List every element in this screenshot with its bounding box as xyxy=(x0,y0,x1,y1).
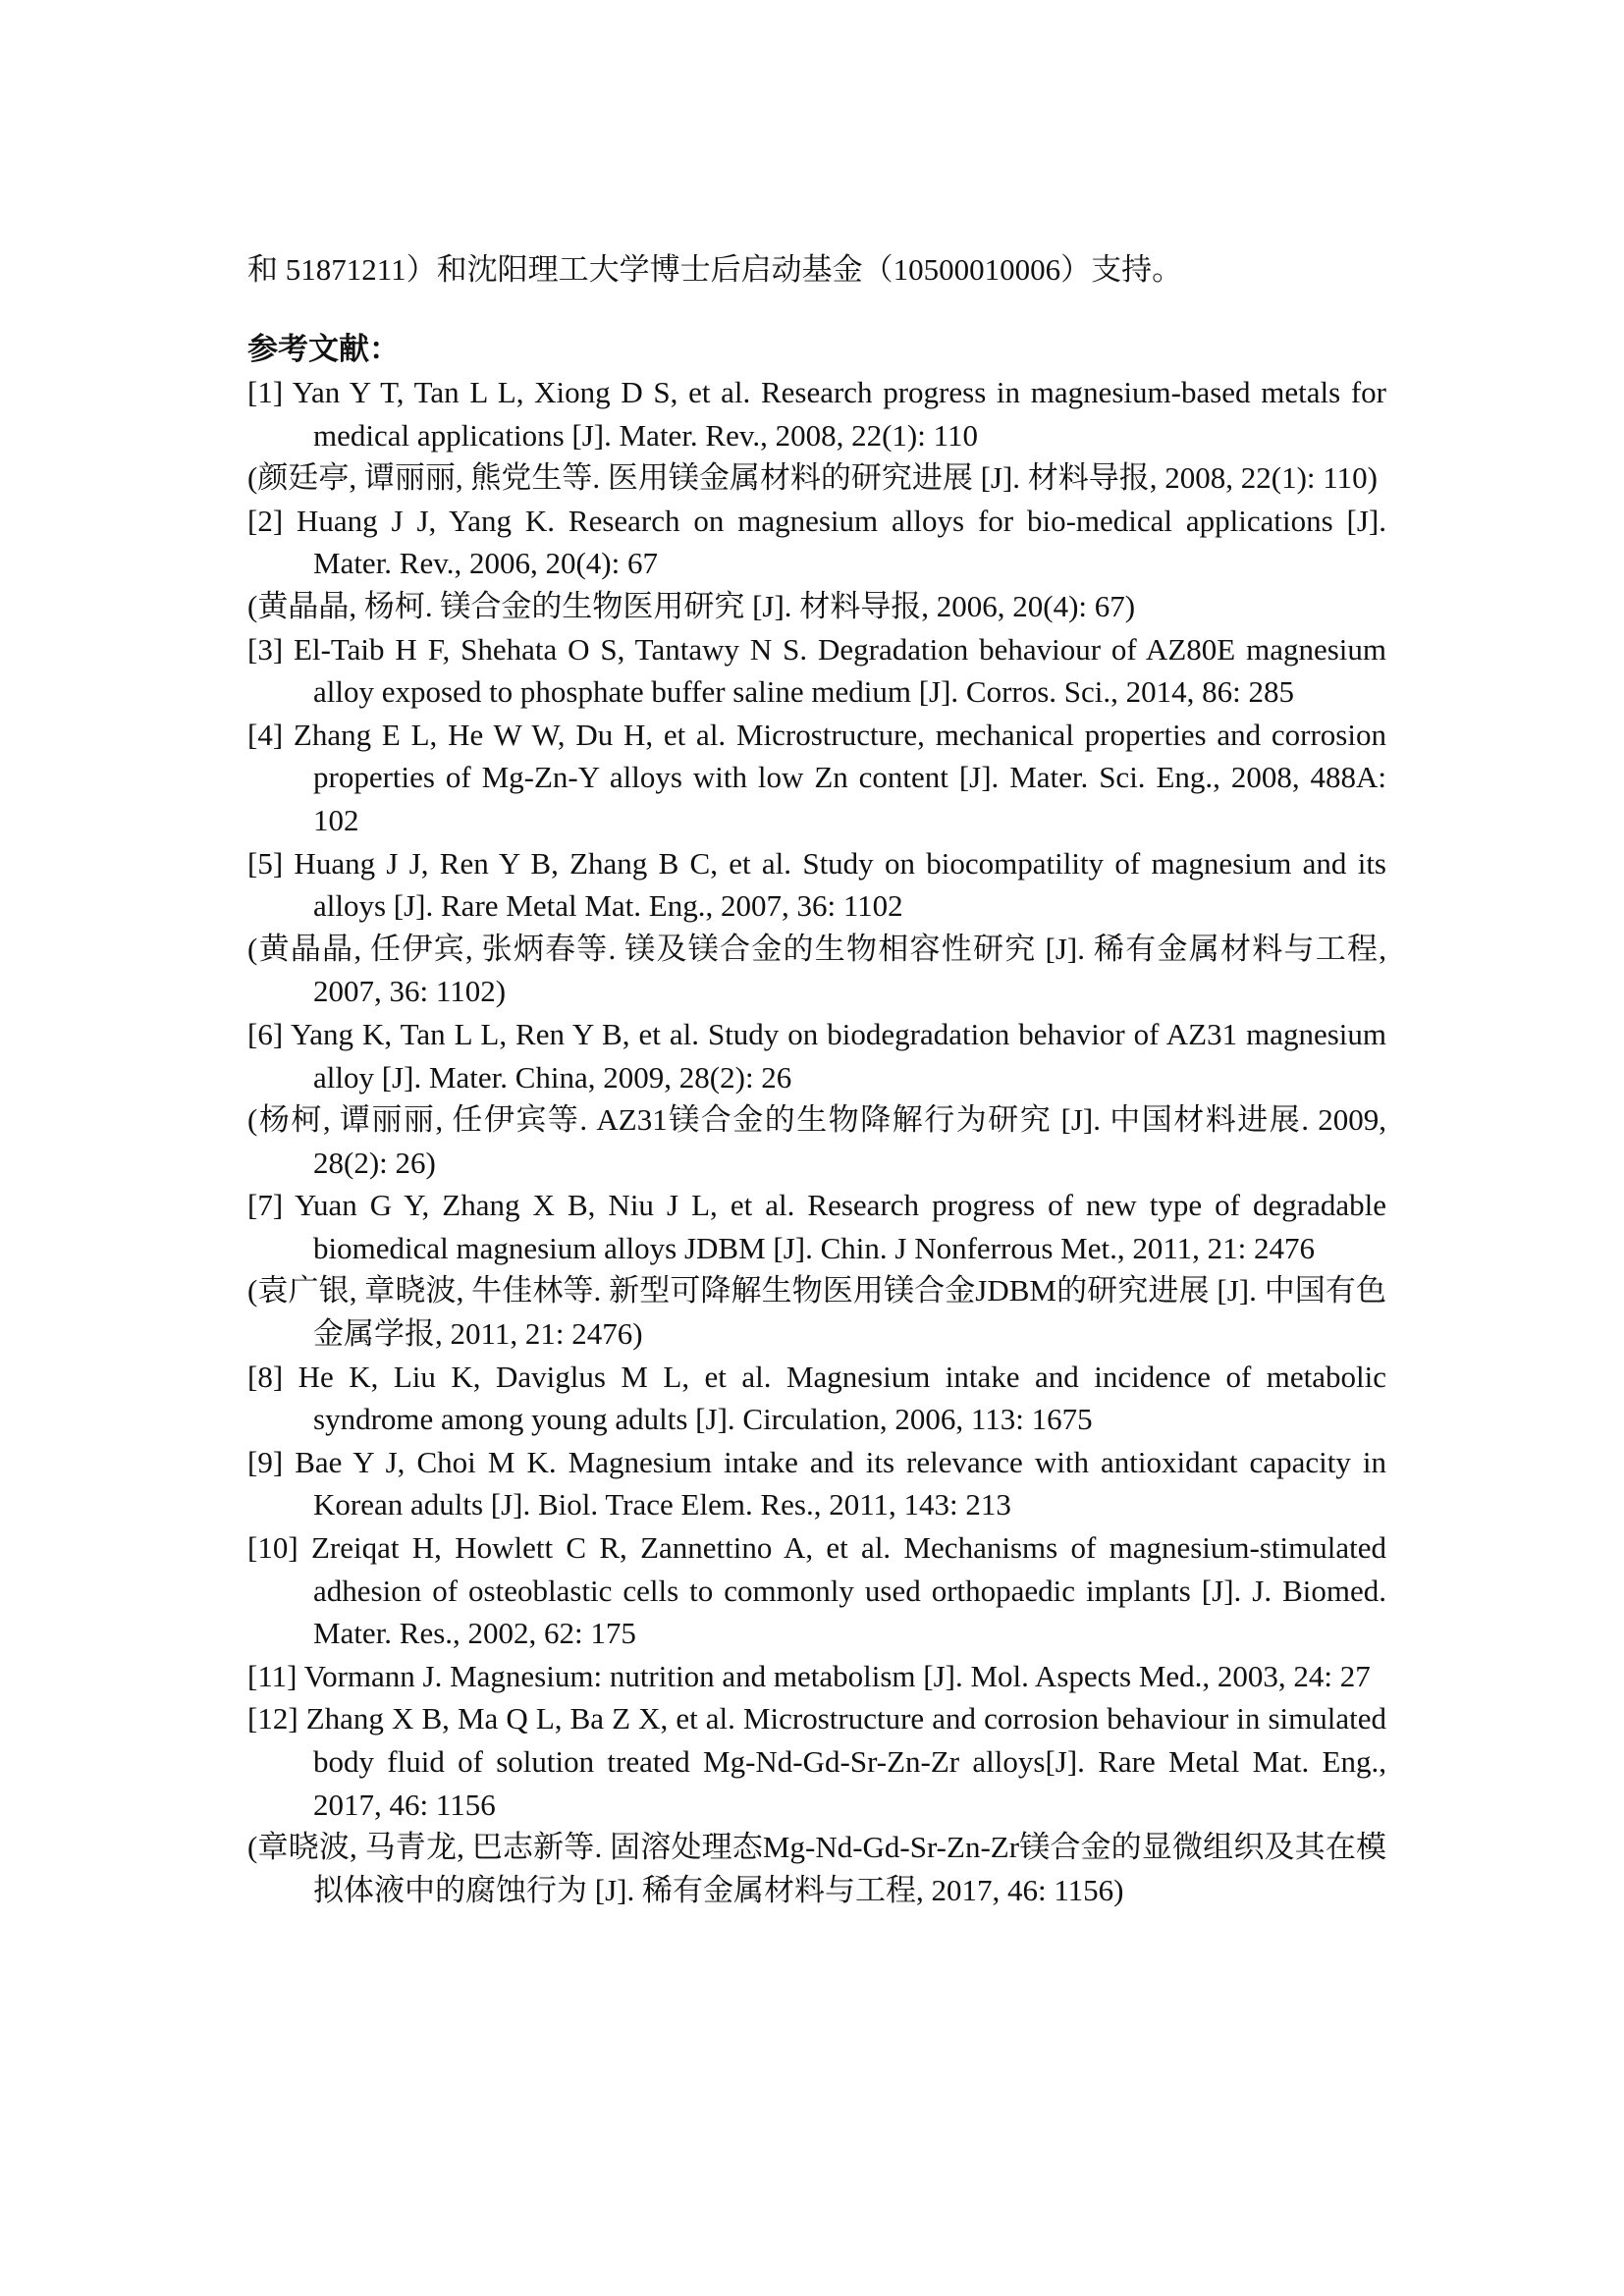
reference-item: [4] Zhang E L, He W W, Du H, et al. Microstructure, mechanical properties and corrosion properties of Mg-Zn-Y alloys with low Zn content [J]. Mater. Sci. Eng., 2008, 488A: 102 xyxy=(247,717,1386,837)
reference-item: [8] He K, Liu K, Daviglus M L, et al. Magnesium intake and incidence of metabolic syndrome among young adults [J]. Circulation, 2006, 113: 1675 xyxy=(247,1359,1386,1437)
reference-item: (黄晶晶, 任伊宾, 张炳春等. 镁及镁合金的生物相容性研究 [J]. 稀有金属材料与工程, 2007, 36: 1102) xyxy=(247,931,1386,1009)
reference-item: [1] Yan Y T, Tan L L, Xiong D S, et al. Research progress in magnesium-based metals for medical applications [J]. Mater. Rev., 2008, 22(1): 110 xyxy=(247,375,1386,453)
reference-item: (袁广银, 章晓波, 牛佳林等. 新型可降解生物医用镁合金JDBM的研究进展 [J]. 中国有色金属学报, 2011, 21: 2476) xyxy=(247,1273,1386,1352)
reference-item: (杨柯, 谭丽丽, 任伊宾等. AZ31镁合金的生物降解行为研究 [J]. 中国材料进展. 2009, 28(2): 26) xyxy=(247,1102,1386,1180)
reference-item: (章晓波, 马青龙, 巴志新等. 固溶处理态Mg-Nd-Gd-Sr-Zn-Zr镁合金的显微组织及其在模拟体液中的腐蚀行为 [J]. 稀有金属材料与工程, 2017, 46: 1156) xyxy=(247,1830,1386,1907)
reference-item: [12] Zhang X B, Ma Q L, Ba Z X, et al. Microstructure and corrosion behaviour in simulated body fluid of solution treated Mg-Nd-Gd-Sr-Zn-Zr alloys[J]. Rare Metal Mat. Eng., 2017, 46: 1156 xyxy=(247,1701,1386,1822)
reference-item: [6] Yang K, Tan L L, Ren Y B, et al. Study on biodegradation behavior of AZ31 magnesium alloy [J]. Mater. China, 2009, 28(2): 26 xyxy=(247,1016,1386,1095)
reference-item: [10] Zreiqat H, Howlett C R, Zannettino A, et al. Mechanisms of magnesium-stimulated adhesion of osteoblastic cells to commonly used orthopaedic implants [J]. J. Biomed. Mater. Res., 2002, 62: 175 xyxy=(247,1530,1386,1651)
reference-item: (黄晶晶, 杨柯. 镁合金的生物医用研究 [J]. 材料导报, 2006, 20(4): 67) xyxy=(247,588,1136,623)
reference-item: [7] Yuan G Y, Zhang X B, Niu J L, et al. Research progress of new type of degradable biomedical magnesium alloys JDBM [J]. Chin. J Nonferrous Met., 2011, 21: 2476 xyxy=(247,1188,1386,1265)
references-heading: 参考文献： xyxy=(247,332,400,366)
reference-item: [9] Bae Y J, Choi M K. Magnesium intake and its relevance with antioxidant capacity in Korean adults [J]. Biol. Trace Elem. Res., 2011, 143: 213 xyxy=(247,1444,1386,1522)
reference-item: [2] Huang J J, Yang K. Research on magnesium alloys for bio-medical applications [J]. Mater. Rev., 2006, 20(4): 67 xyxy=(247,503,1386,581)
reference-item: (颜廷亭, 谭丽丽, 熊党生等. 医用镁金属材料的研究进展 [J]. 材料导报, 2008, 22(1): 110) xyxy=(247,460,1378,496)
funding-acknowledgement-text: 和 51871211）和沈阳理工大学博士后启动基金（10500010006）支持。 xyxy=(247,252,1183,287)
reference-item: [11] Vormann J. Magnesium: nutrition and metabolism [J]. Mol. Aspects Med., 2003, 24: 27 xyxy=(247,1658,1371,1693)
reference-list xyxy=(247,371,1386,1911)
reference-item: [5] Huang J J, Ren Y B, Zhang B C, et al. Study on biocompatility of magnesium and its alloys [J]. Rare Metal Mat. Eng., 2007, 36: 1102 xyxy=(247,845,1386,924)
reference-item: [3] El-Taib H F, Shehata O S, Tantawy N S. Degradation behaviour of AZ80E magnesium alloy exposed to phosphate buffer saline medium [J]. Corros. Sci., 2014, 86: 285 xyxy=(247,631,1386,710)
